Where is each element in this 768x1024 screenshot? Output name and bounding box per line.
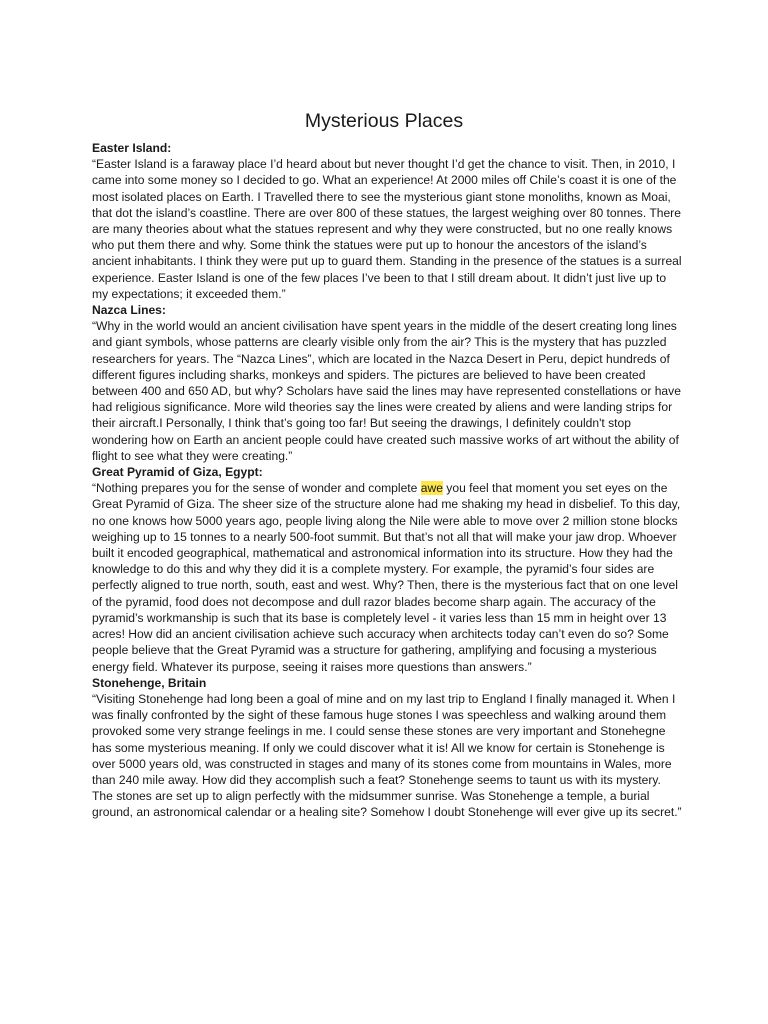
section-body: “Visiting Stonehenge had long been a goal of mine and on my last trip to England I finally managed it. When I was finally confronted by the sight of these famous huge stones I was speechless and walking around them provoked some very strange feelings in me. I could sense these stones are very important and Stonehegne has some mysterious meaning. If only we could discover what it is! All we know for certain is Stonehenge is over 5000 years old, was constructed in stages and many of its stones come from mountains in Wales, more than 240 mile away. How did they accomplish such a feat? Stonehenge seems to taunt us with its mystery. The stones are set up to align perfectly with the midsummer sunrise. Was Stonehenge a temple, a burial ground, an astronomical calendar or a healing site? Somehow I doubt Stonehenge will ever give up its secret.” bbox=[92, 691, 682, 820]
document-content bbox=[92, 140, 682, 821]
section-body bbox=[92, 480, 682, 674]
section-heading: Nazca Lines: bbox=[92, 303, 166, 318]
body-text-end: you feel that moment you set eyes on the Great Pyramid of Giza. The sheer size of the structure alone had me shaking my head in disbelief. To this day, no one knows how 5000 years ago, people living along the Nile were able to move over 2 million stone blocks weighing up to 15 tonnes to a nearly 500-foot summit. But that’s not all that will make your jaw drop. Whoever built it encoded geographical, mathematical and astronomical information into its structure. How they had the knowledge to do this and why they did it is a complete mystery. For example, the pyramid’s four sides are perfectly aligned to true north, south, east and west. Why? Then, there is the mysterious fact that on one level of the pyramid, food does not decompose and dull razor blades become sharp again. The accuracy of the pyramid’s workmanship is such that its base is completely level - it varies less than 15 mm in height over 13 acres! How did an ancient civilisation achieve such accuracy when architects today can’t even do so? Some people believe that the Great Pyramid was a structure for gathering, amplifying and focusing a mysterious energy field. Whatever its purpose, seeing it raises more questions than answers.” bbox=[92, 481, 681, 674]
section-heading: Great Pyramid of Giza, Egypt: bbox=[92, 465, 263, 480]
document-title: Mysterious Places bbox=[304, 110, 464, 132]
section-great-pyramid bbox=[92, 464, 682, 675]
highlighted-word: awe bbox=[420, 481, 443, 496]
section-nazca-lines bbox=[92, 302, 682, 464]
section-body: “Easter Island is a faraway place I’d heard about but never thought I’d get the chance to visit. Then, in 2010, I came into some money so I decided to go. What an experience! At 2000 miles off Chile’s coast it is one of the most isolated places on Earth. I Travelled there to see the mysterious giant stone monoliths, known as Moai, that dot the island’s coastline. There are over 800 of these statues, the largest weighing over 80 tonnes. There are many theories about what the statues represent and why they were constructed, but no one really knows who put them there and why. Some think the statues were put up to honour the ancestors of the island’s ancient inhabitants. I think they were put up to guard them. Standing in the presence of the statues is a surreal experience. Easter Island is one of the few places I’ve been to that I still dream about. It didn’t just live up to my expectations; it exceeded them.” bbox=[92, 157, 682, 301]
section-body: “Why in the world would an ancient civilisation have spent years in the middle of the desert creating long lines and giant symbols, whose patterns are clearly visible only from the air? This is the mystery that has puzzled researchers for years. The “Nazca Lines”, which are located in the Nazca Desert in Peru, depict hundreds of different figures including sharks, monkeys and spiders. The pictures are believed to have been created between 400 and 650 AD, but why? Scholars have said the lines may have represented constellations or have had religious significance. More wild theories say the lines were created by aliens and were landing strips for their aircraft.I Personally, I think that’s going too far! But seeing the drawings, I definitely couldn't stop wondering how on Earth an ancient people could have created such massive works of art without the ability of flight to see what they were creating.” bbox=[92, 319, 681, 463]
section-heading: Stonehenge, Britain bbox=[92, 675, 207, 690]
section-stonehenge bbox=[92, 675, 682, 821]
section-heading: Easter Island: bbox=[92, 141, 172, 155]
body-text-start: “Nothing prepares you for the sense of wonder and complete bbox=[92, 481, 421, 496]
section-easter-island bbox=[92, 140, 682, 302]
